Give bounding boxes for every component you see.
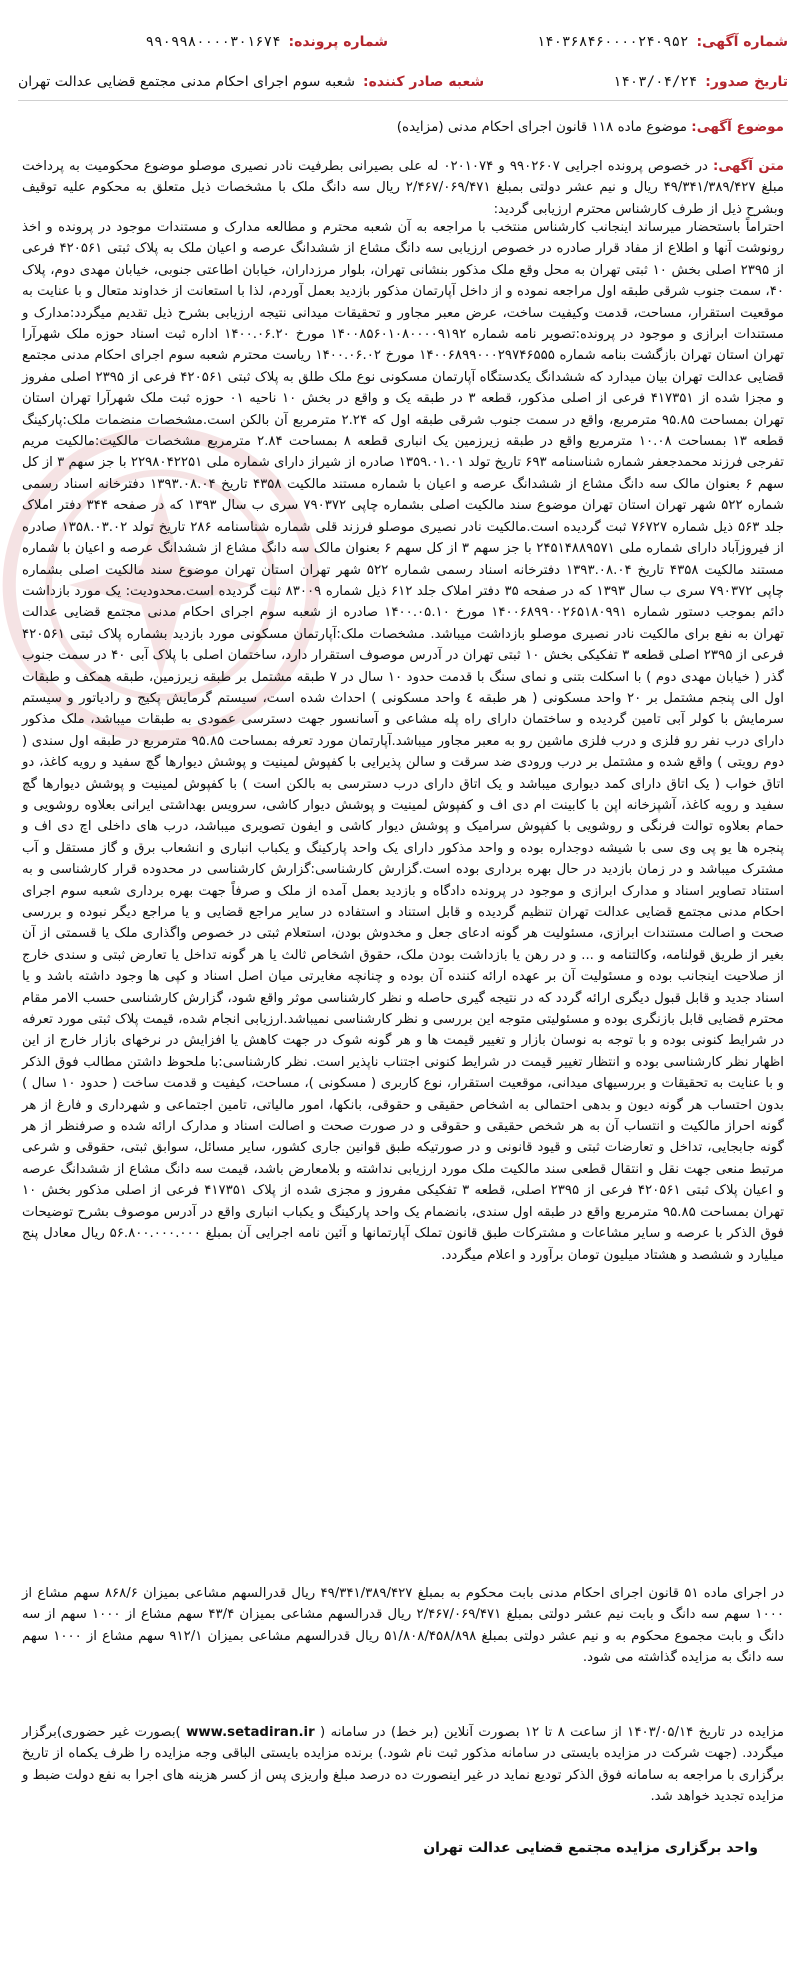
subject-value: موضوع ماده ۱۱۸ قانون اجرای احکام مدنی (مزایده)	[396, 119, 687, 135]
notice-header	[0, 34, 806, 100]
body-label: متن آگهی:	[713, 159, 784, 174]
intro-text: در خصوص پرونده اجرایی ۹۹۰۲۶۰۷ و ۰۲۰۱۰۷۴ له علی بصیرانی بطرفیت نادر نصیری موصلو موضوع محکومیت به پرداخت مبلغ ۴۹/۳۴۱/۳۸۹/۴۲۷ ریال و نیم عشر دولتی بمبلغ ۲/۴۶۷/۰۶۹/۴۷۱ ریال سه دانگ ملک با مشخصات ذیل متعلق به محکوم علیه توقیف وبشرح ذیل از طرف کارشناس محترم ارزیابی گردید:	[22, 159, 784, 217]
auction-suffix: )بصورت غیر حضوری)برگزار میگردد. (جهت شرکت در مزایده بایستی در سامانه مذکور ثبت نام شود.) برنده مزایده بایستی الباقی وجه مزایده را ظرف یکماه از تاریخ برگزاری با مراجعه به سامانه فوق الذکر تودیع نماید در غیر اینصورت ده درصد مبلغ واریزی پس از کسر هزینه های اجرا به نفع دولت ضبط و مزایده تجدید خواهد شد.	[22, 1725, 784, 1805]
auction-details	[22, 1722, 784, 1808]
ad-number-label: شماره آگهی:	[696, 34, 788, 50]
header-row-2	[18, 74, 788, 98]
issue-date	[484, 74, 788, 98]
expert-report-text: احتراماً باستحضار میرساند اینجانب کارشناس منتخب با مراجعه به آن شعبه محترم و مطالعه مدارک و مستندات موجود در پرونده و اخذ رونوشت آنها و اطلاع از مفاد قرار صادره در خصوص ارزیابی سه دانگ مشاع از ششدانگ عرصه و اعیان ملک به پلاک ثبتی ۴۲۰۵۶۱ فرعی از ۲۳۹۵ اصلی بخش ۱۰ ثبتی تهران به محل وقع ملک مذکور بنشانی تهران، بلوار مرزداران، خیابان اطاعتی جنوبی، خیابان مهدی دوم، پلاک ۴۰، سمت جنوب شرقی طبقه اول مراجعه نموده و از داخل آپارتمان مذکور بازدید بعمل آوردم، لذا با استعانت از خداوند متعال و با عنایت به موقعیت استقرار، مساحت، قدمت وکیفیت ساخت، عرض معبر مجاور و تحقیقات میدانی نتیجه ارزیابی بشرح ذیل تقدیم میگردد:مدارک و مستندات ابرازی و موجود در پرونده:تصویر نامه شماره ۱۴۰۰۸۵۶۰۱۰۸۰۰۰۰۹۱۹۲ مورخ ۱۴۰۰.۰۶.۲۰ اداره ثبت اسناد حوزه ملک شهرآرا تهران استان تهران بازگشت بنامه شماره ۱۴۰۰۶۸۹۹۰۰۰۲۹۷۴۶۵۵۵ مورخ ۱۴۰۰.۰۶.۰۲ ریاست محترم شعبه سوم اجرای احکام مدنی مجتمع قضایی عدالت تهران بیان میدارد که ششدانگ یکدستگاه آپارتمان مسکونی نوع ملک طلق به پلاک ثبتی ۴۲۰۵۶۱ فرعی از ۲۳۹۵ اصلی مفروز و مجزا شده از ۴۱۷۳۵۱ فرعی از اصلی مذکور، قطعه ۳ در طبقه یک و واقع در بخش ۱۰ ناحیه ۰۱ حوزه ثبت ملک شهرآرا تهران استان تهران بمساحت ۹۵.۸۵ مترمربع، واقع در سمت جنوب شرقی طبقه اول که ۲.۲۴ مترمربع آن بالکن است.مشخصات منضمات ملک:پارکینگ قطعه ۱۳ بمساحت ۱۰.۰۸ مترمربع واقع در طبقه زیرزمین یک انباری قطعه ۸ بمساحت ۲.۸۴ مترمربع مشخصات مالکیت:مالکیت مریم تفرجی فرزند محمدجعفر شماره شناسنامه ۶۹۳ تاریخ تولد ۱۳۵۹.۰۱.۰۱ صادره از شیراز دارای شماره ملی ۲۲۹۸۰۴۲۲۵۱ با جز سهم ۳ از کل سهم ۶ بعنوان مالک سه دانگ مشاع از ششدانگ عرصه و اعیان با شماره مستند مالکیت ۴۳۵۸ تاریخ ۱۳۹۳.۰۸.۰۴ دفترخانه اسناد رسمی شماره ۵۲۲ شهر تهران استان تهران موضوع سند مالکیت اصلی بشماره چاپی ۷۹۰۳۷۲ سری ب سال ۱۳۹۳ که در صفحه ۳۴۴ دفتر املاک جلد ۵۶۳ ذیل شماره ۷۶۷۲۷ ثبت گردیده است.مالکیت نادر نصیری موصلو فرزند قلی شماره شناسنامه ۲۸۶ تاریخ تولد ۱۳۵۸.۰۳.۰۲ صادره از فیروزآباد دارای شماره ملی ۲۴۵۱۴۸۸۹۵۷۱ با جز سهم ۳ از کل سهم ۶ بعنوان مالک سه دانگ مشاع از ششدانگ عرصه و اعیان با شماره مستند مالکیت ۴۳۵۸ تاریخ ۱۳۹۳.۰۸.۰۴ دفترخانه اسناد رسمی شماره ۵۲۲ شهر تهران استان تهران موضوع سند مالکیت اصلی بشماره چاپی ۷۹۰۳۷۲ سری ب سال ۱۳۹۳ که در صفحه ۳۵ دفتر املاک جلد ۶۱۲ ذیل شماره ۸۳۰۰۹ ثبت گردیده است.محدودیت: یک مورد بازداشت دائم بموجب دستور شماره ۱۴۰۰۶۸۹۹۰۰۲۶۵۱۸۰۹۹۱ مورخ ۱۴۰۰.۰۵.۱۰ صادره از شعبه سوم اجرای احکام مدنی مجتمع قضایی عدالت تهران به نفع برای مالکیت نادر نصیری موصلو بازداشت میباشد. مشخصات ملک:آپارتمان مسکونی مورد بازدید بشماره پلاک ثبتی ۴۲۰۵۶۱ فرعی از ۲۳۹۵ اصلی قطعه ۳ تفکیکی بخش ۱۰ ثبتی تهران در آدرس موصوف استقرار دارد، ساختمان اصلی با پلاک آبی ۴۰ در سمت جنوب گذر ( خیابان مهدی دوم ) با اسکلت بتنی و نمای سنگ با قدمت حدود ۱۰ سال در ۷ طبقه مشتمل بر طبقه زیرزمین، طبقه همکف و طبقات اول الی پنجم مشتمل بر ۲۰ واحد مسکونی ( هر طبقه ٤ واحد مسکونی ) احداث شده است، سیستم گرمایش پکیج و رادیاتور و سیستم سرمایش با کولر آبی تامین گردیده و ساختمان دارای راه پله مشاعی و آسانسور جهت دسترسی عمودی به طبقات میباشد، ملک مذکور دارای درب نفر رو فلزی و درب فلزی ماشین رو به معبر مجاور میباشد.آپارتمان مورد تعرفه بمساحت ۹۵.۸۵ مترمربع در طبقه اول سندی ( دوم رویتی ) واقع شده و مشتمل بر درب ورودی ضد سرقت و سالن پذیرایی با کفپوش لمینیت و پوشش دیوارها گچ سفید و رویه کاغذ، دو اتاق خواب ( یک اتاق دارای کمد دیواری میباشد و یک اتاق دارای درب دسترسی به بالکن است ) با کفپوش لمینیت و پوشش دیوارها گچ سفید و رویه کاغذ، آشپزخانه اپن با کابینت ام دی اف و کفپوش لمینیت و پوشش دیوار کاشی، سرویس بهداشتی ایرانی بعلاوه روشویی و حمام بعلاوه توالت فرنگی و روشویی با کفپوش سرامیک و پوشش دیوار کاشی و ایفون تصویری میباشد، درب های داخلی اچ دی اف و پنجره ها یو پی وی سی با شیشه دوجداره بوده و واحد مذکور دارای یک واحد پارکینگ و یکباب انباری و انشعاب برق و گاز مستقل و آب مشترک میباشد و در زمان بازدید در حال بهره برداری بوده است.گزارش کارشناسی:گزارش کارشناسی در محدوده قرار کارشناسی و به استناد تصاویر اسناد و مدارک ابرازی و موجود در پرونده دادگاه و بازدید بعمل آمده از ملک و صرفاً جهت بهره برداری شعبه سوم اجرای احکام مدنی مجتمع قضایی عدالت تهران تنظیم گردیده و قابل استناد و استفاده در سایر مراجع قضایی و یا مراجع دیگر نبوده و بررسی صحت و اصالت مستندات ابرازی، مسئولیت هر گونه ادعای جعل و مخدوش بودن، استعلام ثبتی در خصوص واگذاری ملک یا قسمتی از آن بغیر از طریق قولنامه، وکالتنامه و ... و در رهن یا بازداشت بودن ملک، حقوق اشخاص ثالث یا هر گونه تداخل یا تعارض ثبتی و سندی خارج از صلاحیت اینجانب بوده و مسئولیت آن بر عهده ارائه کننده آن بوده و چنانچه مغایرتی میان اصل اسناد و کپی ها وجود داشته باشد و یا اسناد جدید و قابل قبول دیگری ارائه گردد که در نتیجه گیری حاصله و نظر کارشناسی موثر واقع شود، گزارش کارشناسی حسب الامر مقام محترم قضایی قابل بازنگری بوده و مسئولیتی متوجه این بررسی و نظر کارشناسی نمیباشد.ارزیابی انجام شده، قیمت پلاک ثبتی مورد تعرفه در شرایط کنونی بوده و با توجه به نوسان بازار و تغییر قیمت ها و هر گونه شوک در جهت کاهش یا افزایش در نرخهای بازار خارج از این اظهار نظر کارشناسی بوده و انتظار تغییر قیمت در شرایط کنونی اجتناب ناپذیر است. نظر کارشناسی:با ملحوظ داشتن مطالب فوق الذکر و با عنایت به تحقیقات و بررسیهای میدانی، موقعیت استقرار، نوع کاربری ( مسکونی )، مساحت، کیفیت و قدمت ساخت ( حدود ۱۰ سال ) بدون احتساب هر گونه دیون و بدهی احتمالی به اشخاص حقیقی و حقوقی، بانکها، امور مالیاتی، تامین اجتماعی و شهرداری و فارغ از هر گونه احراز مالکیت و انتساب آن به هر شخص حقیقی و حقوقی و در صورت صحت و اصالت اسناد و مدارک ارائه شده و صرفنظر از هر گونه جابجایی، تداخل و تعارضات ثبتی و قیود قانونی و در صورتیکه طبق قوانین جاری کشور، سایر مسائل، سوابق ثبتی، حقوقی و شرعی مرتبط منعی جهت نقل و انتقال قطعی سند مالکیت ملک مورد ارزیابی نداشته و بلامعارض باشد، قیمت سه دانگ مشاع از ششدانگ عرصه و اعیان پلاک ثبتی ۴۲۰۵۶۱ فرعی از ۲۳۹۵ اصلی، قطعه ۳ تفکیکی مفروز و مجزی شده از پلاک ۴۱۷۳۵۱ فرعی از اصلی مذکور بخش ۱۰ تهران بمساحت ۹۵.۸۵ مترمربع واقع در طبقه اول سندی، بانضمام یک واحد پارکینگ و یکباب انباری واقع در آدرس موصوف بشرح توضیحات فوق الذکر با عرصه و سایر مشاعات و مشترکات طبق قانون تملک آپارتمانها و آئین نامه اجرایی آن بمبلغ ۵۶.۸۰۰.۰۰۰.۰۰۰ ریال معادل پنج میلیارد و ششصد و هشتاد میلیون تومان برآورد و اعلام میگردد.	[22, 220, 785, 1263]
case-number-value: ۹۹۰۹۹۸۰۰۰۰۳۰۱۶۷۴	[145, 34, 281, 50]
signature: واحد برگزاری مزایده مجتمع قضایی عدالت تهران	[423, 1840, 758, 1856]
case-number-label: شماره پرونده:	[288, 34, 388, 50]
issue-date-label: تاریخ صدور:	[705, 74, 788, 90]
article-51-paragraph: در اجرای ماده ۵۱ قانون اجرای احکام مدنی بابت محکوم به بمبلغ ۴۹/۳۴۱/۳۸۹/۴۲۷ ریال قدرالسهم مشاعی بمیزان ۸۶۸/۶ سهم مشاع از ۱۰۰۰ سهم سه دانگ و بابت نیم عشر دولتی بمبلغ ۲/۴۶۷/۰۶۹/۴۷۱ ریال قدرالسهم مشاعی بمیزان ۴۳/۴ سهم مشاع از ۱۰۰۰ سهم از سه دانگ و بابت مجموع محکوم به و نیم عشر دولتی بمبلغ ۵۱/۸۰۸/۴۵۸/۸۹۸ ریال قدرالسهم مشاعی بمیزان ۹۱۲/۱ سهم مشاع از ۱۰۰۰ سهم سه دانگ به مزایده گذاشته می شود.	[22, 1586, 785, 1666]
auction-website-link[interactable]: www.setadiran.ir	[186, 1725, 315, 1740]
case-number	[146, 34, 388, 58]
issuer-value: شعبه سوم اجرای احکام مدنی مجتمع قضایی عدالت تهران	[18, 74, 356, 90]
auction-prefix: مزایده در تاریخ ۱۴۰۳/۰۵/۱۴ از ساعت ۸ تا ۱۲ بصورت آنلاین (بر خط) در سامانه (	[320, 1725, 784, 1740]
ad-number	[388, 34, 788, 58]
header-row-1	[18, 34, 788, 58]
notice-intro	[22, 156, 784, 220]
subject-label: موضوع آگهی:	[691, 119, 784, 135]
issuer	[18, 74, 484, 98]
issuer-label: شعبه صادر کننده:	[363, 74, 485, 90]
notice-subject	[22, 116, 784, 138]
issue-date-value: ۱۴۰۳/۰۴/۲۴	[612, 74, 698, 90]
ad-number-value: ۱۴۰۳۶۸۴۶۰۰۰۰۲۴۰۹۵۲	[536, 34, 689, 50]
header-divider	[18, 100, 788, 101]
